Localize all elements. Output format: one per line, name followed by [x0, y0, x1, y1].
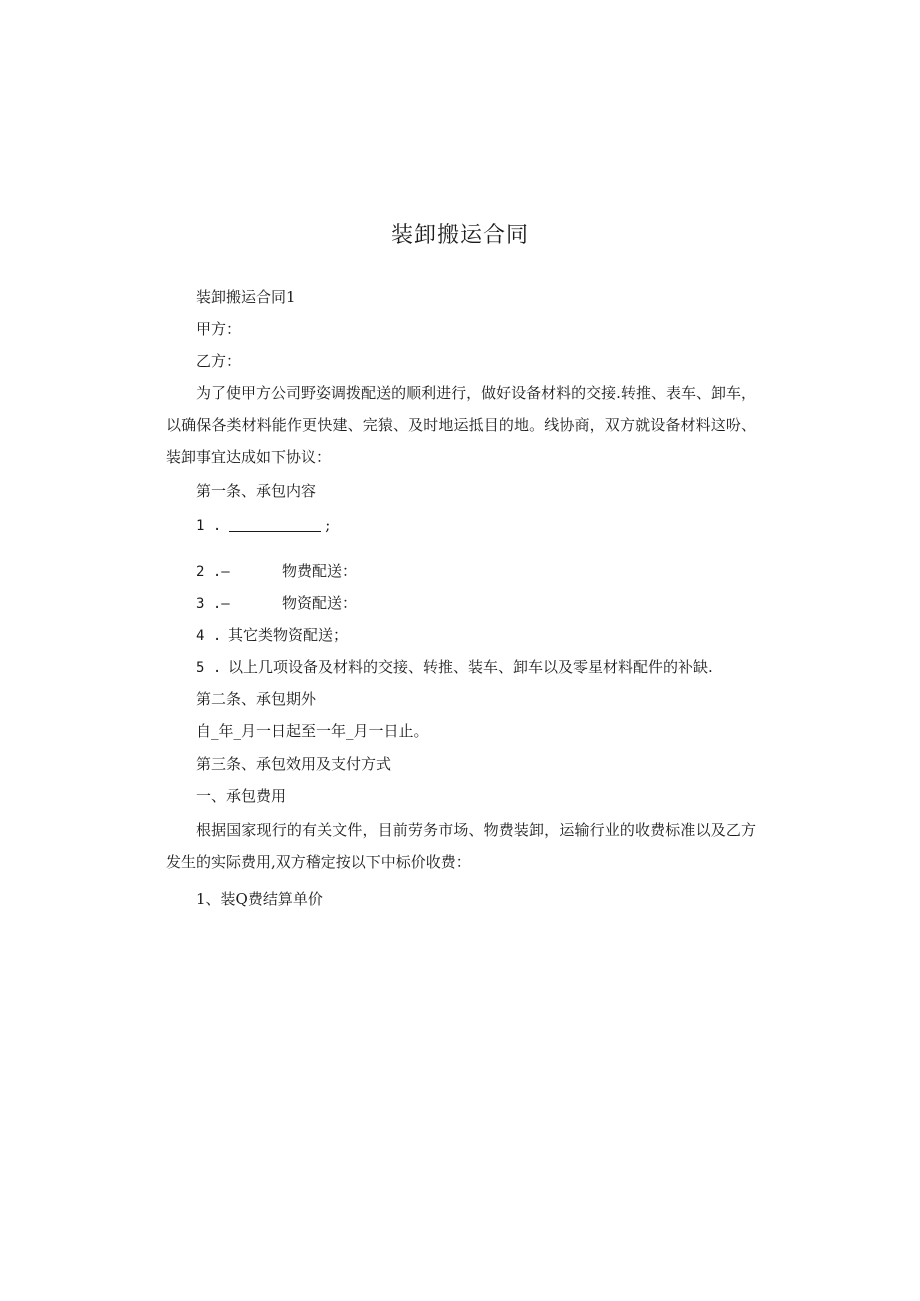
item-1-blank: [229, 515, 321, 532]
article-2-heading: 第二条、承包期外: [196, 690, 317, 708]
intro-paragraph: 为了使甲方公司野姿调拨配送的顺利进行，做好设备材料的交接.转推、表车、卸车，以确保各类材料能作更快建、完猿、及时地运抵目的地。线协商，双方就设备材料这吩、装卸事宜达成如下协议：: [166, 384, 756, 466]
item-2: [196, 561, 357, 582]
fee-item-1: 1、装Q费结算单价: [196, 890, 323, 908]
item-1: [196, 515, 330, 536]
item-1-number: 1 .: [196, 518, 222, 534]
document-title: 装卸搬运合同: [390, 223, 529, 248]
item-2-number: 2 .—: [196, 564, 230, 580]
article-3-heading: 第三条、承包效用及支付方式: [196, 755, 392, 773]
item-3: [196, 593, 357, 614]
item-5: [196, 657, 713, 678]
fee-paragraph: 根据国家现行的有关文件，目前劳务市场、物费装卸，运输行业的收费标准以及乙方发生的实际费用,双方稽定按以下中标价收费：: [166, 821, 756, 871]
item-4-number: 4 .: [196, 628, 222, 644]
item-5-text: 以上几项设备及材料的交接、转推、装车、卸车以及零星材料配件的补缺.: [228, 658, 713, 676]
party-b-label: 乙方：: [196, 352, 242, 370]
item-3-number: 3 .—: [196, 596, 230, 612]
item-3-text: 物资配送：: [282, 594, 358, 612]
party-a-label: 甲方：: [196, 320, 242, 338]
section-1-heading: 一、承包费用: [196, 787, 287, 805]
item-5-number: 5 .: [196, 660, 222, 676]
item-1-tail: ;: [325, 516, 331, 534]
article-1-heading: 第一条、承包内容: [196, 482, 317, 500]
item-2-text: 物费配送：: [282, 562, 358, 580]
item-4-text: 其它类物资配送；: [228, 626, 349, 644]
item-4: [196, 625, 348, 646]
subtitle: 装卸搬运合同1: [196, 288, 296, 306]
contract-period: 自_年_月一日起至一年_月一日止。: [196, 722, 429, 740]
